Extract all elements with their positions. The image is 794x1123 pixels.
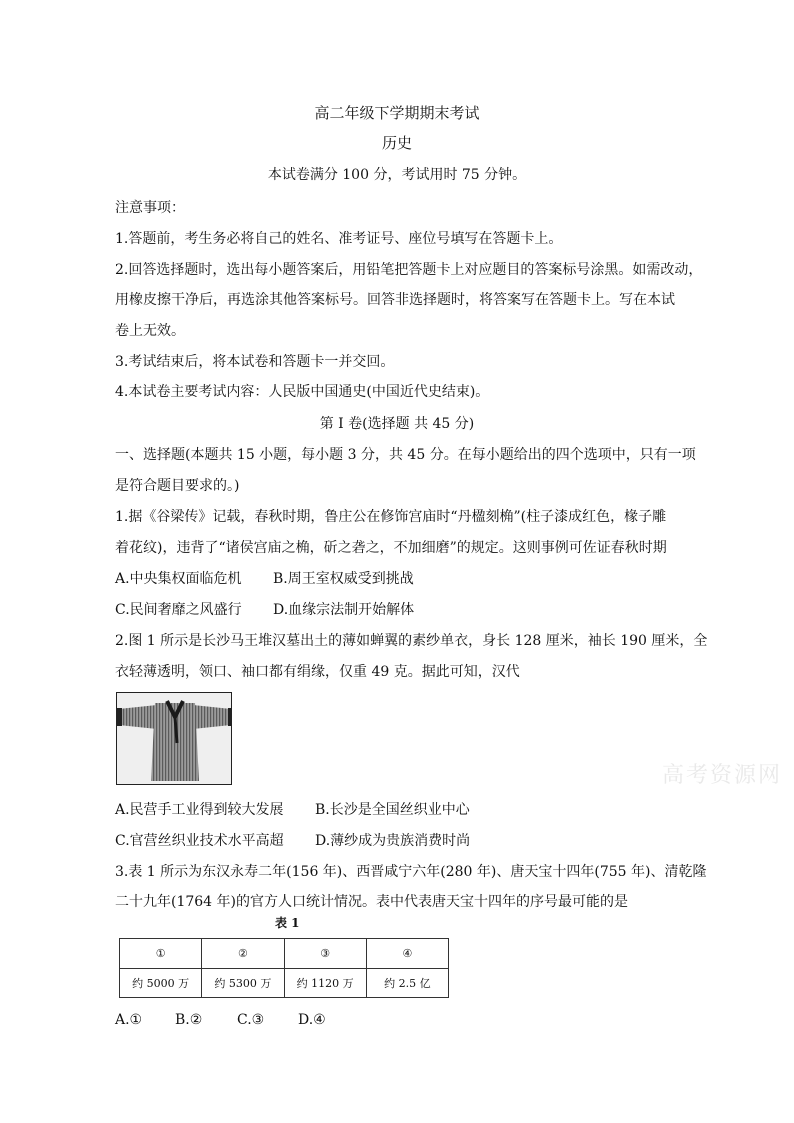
exam-title: 高二年级下学期期末考试	[314, 104, 480, 122]
question-3-stem: 3.表 1 所示为东汉永寿二年(156 年)、西晋咸宁六年(280 年)、唐天宝十四年(755 年)、清乾隆	[115, 864, 707, 880]
section-title: 第 I 卷(选择题 共 45 分)	[319, 416, 475, 432]
question-3-option-a: A.①	[115, 1012, 143, 1028]
question-1-option-a: A.中央集权面临危机	[115, 571, 242, 587]
question-2-stem: 2.图 1 所示是长沙马王堆汉墓出土的薄如蝉翼的素纱单衣，身长 128 厘米，袖长 190 厘米，全	[115, 633, 708, 649]
section-intro: 一、选择题(本题共 15 小题，每小题 3 分，共 45 分。在每小题给出的四个选项中，只有一项	[115, 447, 696, 463]
watermark: 高考资源网	[662, 763, 783, 788]
question-2-option-b: B.长沙是全国丝织业中心	[315, 802, 470, 818]
population-table	[119, 938, 449, 998]
table-header-cell: ①	[120, 939, 202, 969]
question-3-option-d: D.④	[298, 1012, 326, 1028]
question-1-option-b: B.周王室权威受到挑战	[273, 571, 414, 587]
silk-robe-image	[116, 692, 232, 785]
note-line: 4.本试卷主要考试内容：人民版中国通史(中国近代史结束)。	[115, 384, 490, 400]
note-line: 用橡皮擦干净后，再选涂其他答案标号。回答非选择题时，将答案写在答题卡上。写在本试	[115, 292, 675, 308]
question-3-option-b: B.②	[175, 1012, 203, 1028]
question-2-option-c: C.官营丝织业技术水平高超	[115, 833, 284, 849]
note-line: 3.考试结束后，将本试卷和答题卡一并交回。	[115, 354, 395, 370]
table-header-cell: ②	[202, 939, 284, 969]
question-2-option-a: A.民营手工业得到较大发展	[115, 802, 284, 818]
exam-info: 本试卷满分 100 分，考试用时 75 分钟。	[267, 167, 527, 183]
table-cell: 约 1120 万	[284, 968, 366, 998]
note-line: 1.答题前，考生务必将自己的姓名、准考证号、座位号填写在答题卡上。	[115, 231, 563, 247]
notes-heading: 注意事项：	[115, 200, 185, 216]
question-3-option-c: C.③	[237, 1012, 265, 1028]
section-intro: 是符合题目要求的。)	[115, 478, 240, 494]
question-1-stem: 1.据《谷梁传》记载，春秋时期，鲁庄公在修饰宫庙时“丹楹刻桷”(柱子漆成红色，椽子雕	[115, 509, 667, 525]
question-1-option-d: D.血缘宗法制开始解体	[273, 602, 415, 618]
question-1-stem: 着花纹)，违背了“诸侯宫庙之桷，斫之砻之，不加细磨”的规定。这则事例可佐证春秋时期	[115, 540, 667, 556]
question-2-option-d: D.薄纱成为贵族消费时尚	[315, 833, 471, 849]
table-row	[120, 968, 449, 998]
table-cell: 约 5300 万	[202, 968, 284, 998]
table-caption: 表 1	[275, 916, 300, 930]
note-line: 卷上无效。	[115, 323, 185, 339]
question-3-stem: 二十九年(1764 年)的官方人口统计情况。表中代表唐天宝十四年的序号最可能的是	[115, 894, 629, 910]
table-header-cell: ④	[366, 939, 448, 969]
question-1-option-c: C.民间奢靡之风盛行	[115, 602, 242, 618]
note-line: 2.回答选择题时，选出每小题答案后，用铅笔把答题卡上对应题目的答案标号涂黑。如需改动，	[115, 262, 703, 278]
question-2-stem: 衣轻薄透明，领口、袖口都有绢缘，仅重 49 克。据此可知，汉代	[115, 664, 520, 680]
table-header-row	[120, 939, 449, 969]
table-header-cell: ③	[284, 939, 366, 969]
exam-subject: 历史	[381, 134, 412, 152]
table-cell: 约 2.5 亿	[366, 968, 448, 998]
silk-robe-icon	[117, 693, 232, 785]
table-cell: 约 5000 万	[120, 968, 202, 998]
